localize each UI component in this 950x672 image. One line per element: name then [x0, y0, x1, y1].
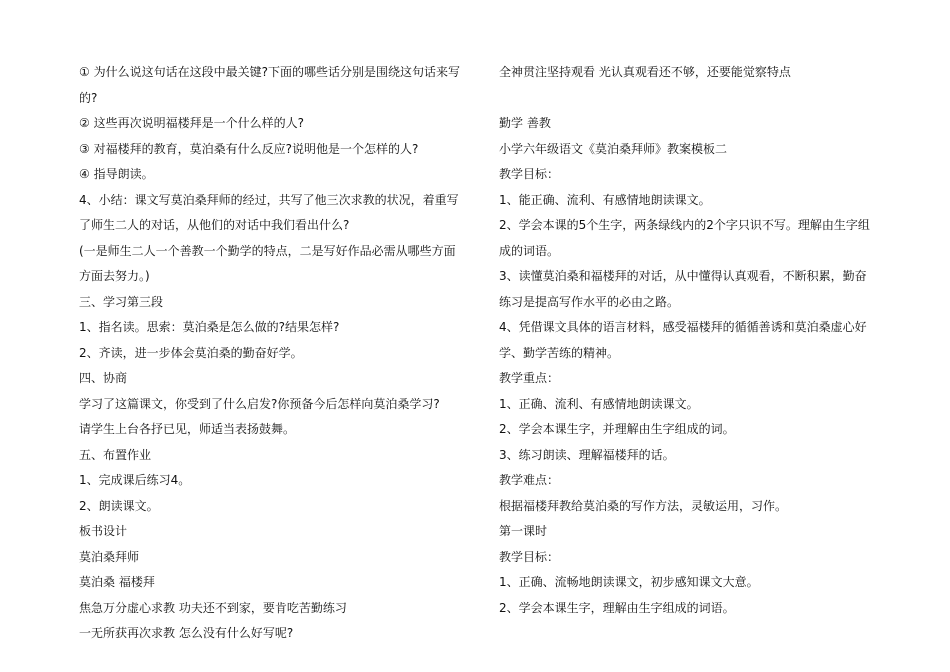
left-column	[79, 60, 466, 647]
paragraph: 请学生上台各抒已见，师适当表扬鼓舞。	[79, 422, 296, 436]
paragraph: 3、练习朗读、理解福楼拜的话。	[499, 447, 675, 462]
section-heading: 教学重点：	[499, 371, 560, 385]
section-heading: 四、协商	[79, 371, 128, 385]
paragraph: 1、能正确、流利、有感情地朗读课文。	[499, 192, 711, 207]
paragraph: 学习了这篇课文，你受到了什么启发?你预备今后怎样向莫泊桑学习?	[79, 396, 440, 411]
paragraph: 2、学会本课生字，并理解由生字组成的词。	[499, 422, 735, 436]
document-title: 小学六年级语文《莫泊桑拜师》教案模板二	[499, 141, 728, 156]
paragraph: 4、凭借课文具体的语言材料，感受福楼拜的循循善诱和莫泊桑虚心好学、勤学苦练的精神。	[499, 320, 867, 360]
paragraph: 莫泊桑 福楼拜	[79, 575, 155, 589]
paragraph: 2、学会本课的5个生字，两条绿线内的2个字只识不写。理解由生字组成的词语。	[499, 218, 870, 258]
section-heading: 教学目标：	[499, 167, 560, 181]
paragraph: 勤学 善教	[499, 116, 551, 130]
right-column	[499, 60, 876, 621]
blank-line	[499, 86, 876, 112]
paragraph: 1、正确、流畅地朗读课文，初步感知课文大意。	[499, 575, 759, 589]
paragraph: (一是师生二人一个善教一个勤学的特点，二是写好作品必需从哪些方面方面去努力。)	[79, 243, 456, 283]
section-heading: 教学难点：	[499, 473, 560, 487]
section-heading: 教学目标：	[499, 549, 560, 564]
paragraph: 1、完成课后练习4。	[79, 473, 191, 487]
paragraph: 2、朗读课文。	[79, 498, 159, 513]
paragraph: 2、学会本课生字，理解由生字组成的词语。	[499, 600, 735, 615]
paragraph: 板书设计	[79, 524, 128, 538]
paragraph: 根据福楼拜教给莫泊桑的写作方法，灵敏运用，习作。	[499, 498, 788, 513]
paragraph: ③ 对福楼拜的教育，莫泊桑有什么反应?说明他是一个怎样的人?	[79, 141, 419, 156]
paragraph: 一无所获再次求教 怎么没有什么好写呢?	[79, 626, 294, 640]
section-heading: 第一课时	[499, 524, 548, 538]
paragraph: 莫泊桑拜师	[79, 549, 140, 564]
paragraph: 1、指名读。思索：莫泊桑是怎么做的?结果怎样?	[79, 320, 340, 334]
paragraph: ④ 指导朗读。	[79, 167, 154, 181]
section-heading: 三、学习第三段	[79, 294, 164, 309]
paragraph: ① 为什么说这句话在这段中最关键?下面的哪些话分别是围绕这句话来写的?	[79, 65, 460, 105]
paragraph: 4、小结：课文写莫泊桑拜师的经过，共写了他三次求教的状况，着重写了师生二人的对话，从他们的对话中我们看出什么?	[79, 192, 459, 232]
paragraph: 全神贯注坚持观看 光认真观看还不够，还要能觉察特点	[499, 65, 791, 79]
paragraph: 1、正确、流利、有感情地朗读课文。	[499, 396, 699, 411]
paragraph: ② 这些再次说明福楼拜是一个什么样的人?	[79, 116, 304, 130]
paragraph: 焦急万分虚心求教 功夫还不到家，要肯吃苦勤练习	[79, 600, 347, 615]
paragraph: 3、读懂莫泊桑和福楼拜的对话，从中懂得认真观看，不断积累，勤奋练习是提高写作水平的必由之路。	[499, 269, 867, 309]
paragraph: 2、齐读，进一步体会莫泊桑的勤奋好学。	[79, 345, 303, 360]
section-heading: 五、布置作业	[79, 447, 152, 462]
